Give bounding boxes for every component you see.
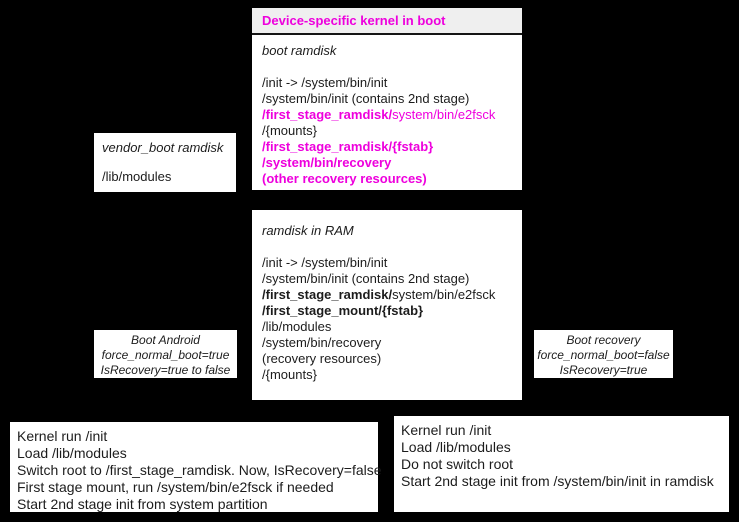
vendor-boot-line-1: /lib/modules [102,169,172,184]
spacer [262,59,522,75]
boot-ramdisk-title: boot ramdisk [262,43,337,58]
spacer [102,156,236,169]
boot-android-line-3: IsRecovery=true to false [100,363,231,377]
kernel-steps-line-1: Kernel run /init [17,428,108,444]
boot-kernel-box [252,8,522,190]
boot-recovery-line-2: force_normal_boot=false [537,348,670,362]
boot-ramdisk-line-7: (other recovery resources) [262,171,427,186]
ramdisk-ram-line-8: /{mounts} [262,367,317,382]
vendor-boot-title: vendor_boot ramdisk [102,140,224,155]
ramdisk-ram-line-6: /system/bin/recovery [262,335,382,350]
e2fsck-path: system/bin/e2fsck [392,287,496,302]
ramdisk-ram-title: ramdisk in RAM [262,223,354,238]
kernel-steps-line-3: Switch root to /first_stage_ramdisk. Now, IsRecovery=false [17,462,382,478]
boot-ramdisk-line-5: /first_stage_ramdisk/{fstab} [262,139,434,154]
first-stage-ramdisk-path: /first_stage_ramdisk/ [262,107,393,122]
boot-ramdisk-line-2: /system/bin/init (contains 2nd stage) [262,91,470,106]
boot-ramdisk-line-1: /init -> /system/bin/init [262,75,388,90]
boot-ramdisk-line-3 [262,107,522,123]
ramdisk-ram-line-3 [262,287,522,303]
ramdisk-ram-line-1: /init -> /system/bin/init [262,255,388,270]
kernel-boot-recovery-steps-box [394,416,729,512]
spacer [262,239,522,255]
ramdisk-ram-line-7: (recovery resources) [262,351,382,366]
vendor-boot-box [94,133,236,192]
kernel-steps-line-5: Start 2nd stage init from system partition [17,496,268,512]
boot-android-title: Boot Android [131,333,200,347]
kernel-boot-android-steps-box [10,422,382,512]
boot-recovery-box [534,330,673,378]
boot-ramdisk-line-4: /{mounts} [262,123,317,138]
kernel-steps-line-4: First stage mount, run /system/bin/e2fsck if needed [17,479,334,495]
ramdisk-ram-line-2: /system/bin/init (contains 2nd stage) [262,271,470,286]
kernel-steps-line-2: Load /lib/modules [17,445,127,461]
boot-ramdisk-line-6: /system/bin/recovery [262,155,392,170]
boot-android-line-2: force_normal_boot=true [101,348,230,362]
kernel-recovery-steps-line-1: Kernel run /init [401,422,492,438]
boot-android-box [94,330,237,378]
boot-recovery-title: Boot recovery [566,333,641,347]
ramdisk-ram-line-4: /first_stage_mount/{fstab} [262,303,424,318]
boot-kernel-box-body [252,35,522,187]
first-stage-ramdisk-path: /first_stage_ramdisk/ [262,287,393,302]
e2fsck-path: system/bin/e2fsck [392,107,496,122]
boot-recovery-line-3: IsRecovery=true [559,363,648,377]
boot-kernel-box-header: Device-specific kernel in boot [252,8,522,35]
ramdisk-ram-box [252,210,522,400]
kernel-recovery-steps-line-4: Start 2nd stage init from /system/bin/init in ramdisk [401,473,714,489]
ramdisk-ram-line-5: /lib/modules [262,319,332,334]
kernel-recovery-steps-line-3: Do not switch root [401,456,514,472]
kernel-recovery-steps-line-2: Load /lib/modules [401,439,511,455]
